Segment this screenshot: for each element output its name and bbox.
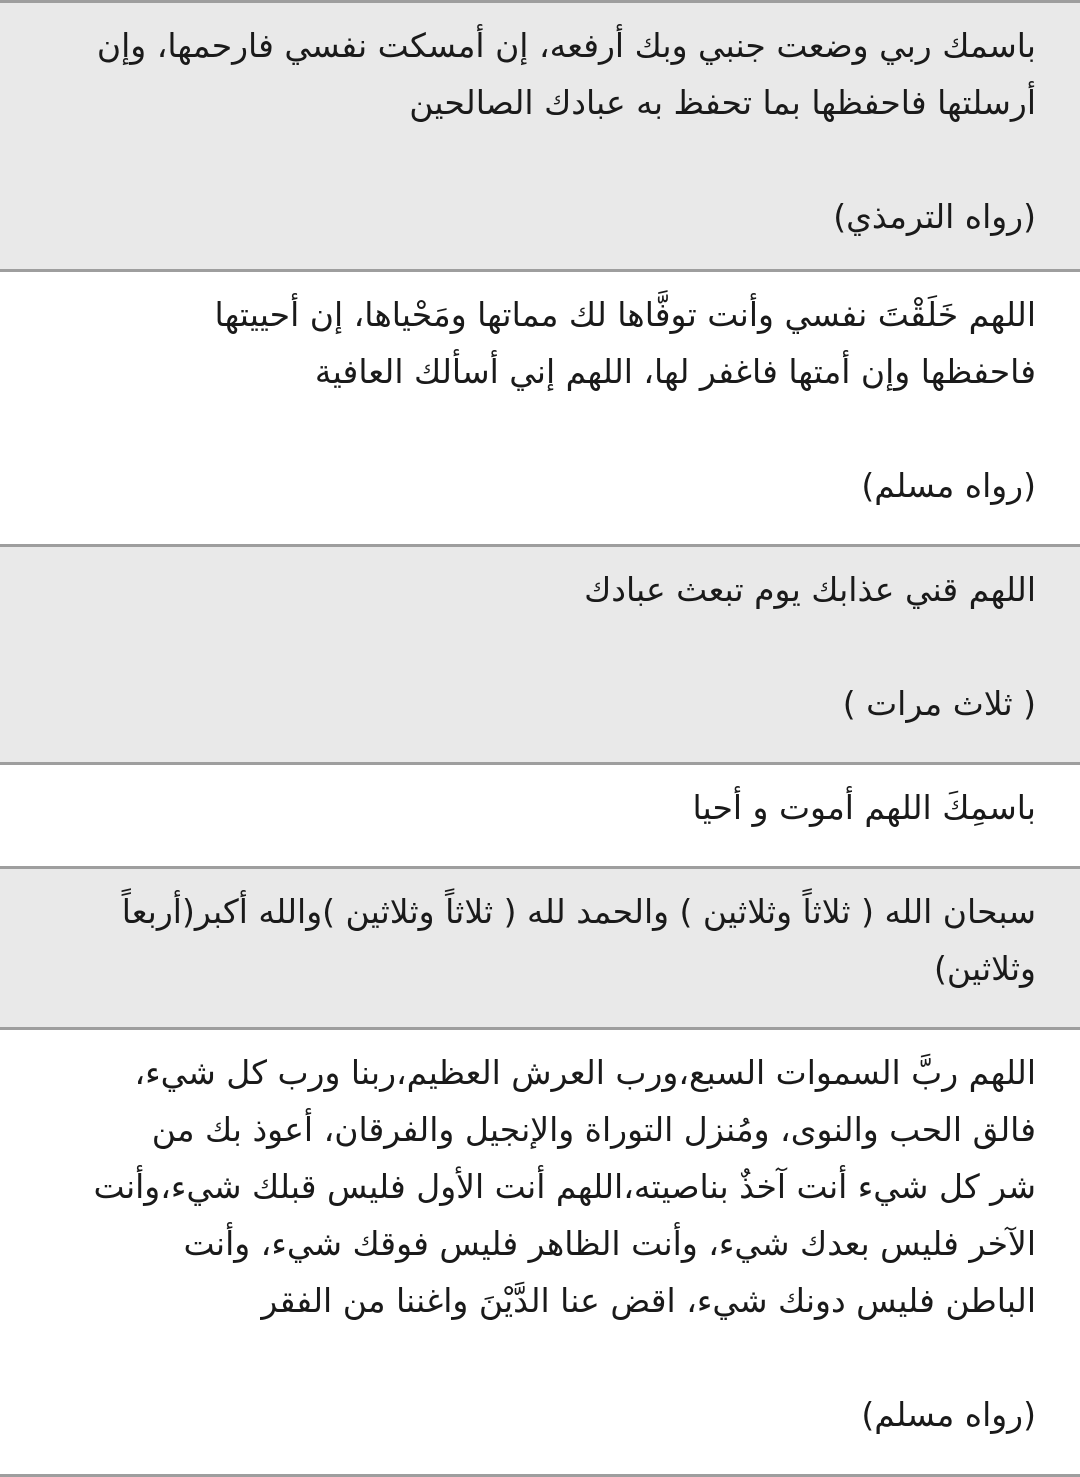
- dhikr-text: اللهم خَلَقْتَ نفسي وأنت توفَّاها لك مماتها ومَحْياها، إن أحييتها فاحفظها وإن أمتها فاغفر لها، اللهم إني أسألك العافية: [214, 295, 1036, 391]
- dhikr-text: باسمِكَ اللهم أموت و أحيا: [692, 788, 1036, 827]
- spacer: [40, 400, 1036, 457]
- spacer: [40, 618, 1036, 675]
- dhikr-text: اللهم قني عذابك يوم تبعث عبادك: [584, 570, 1036, 609]
- dhikr-text: باسمك ربي وضعت جنبي وبك أرفعه، إن أمسكت نفسي فارحمها، وإن أرسلتها فاحفظها بما تحفظ به عبادك الصالحين: [96, 26, 1036, 122]
- dhikr-text: سبحان الله ( ثلاثاً وثلاثين ) والحمد لله ( ثلاثاً وثلاثين )والله أكبر(أربعاً وثلاثين): [121, 892, 1036, 988]
- dhikr-item[interactable]: [0, 765, 1080, 869]
- dhikr-item[interactable]: [0, 547, 1080, 765]
- dhikr-text: اللهم ربَّ السموات السبع،ورب العرش العظيم،ربنا ورب كل شيء، فالق الحب والنوى، ومُنزل التوراة والإنجيل والفرقان، أعوذ بك من شر كل شيء أنت آخذٌ بناصيته،اللهم أنت الأول فليس قبلك شيء،وأنت الآخر فليس بعدك شيء، وأنت الظاهر فليس فوقك شيء، وأنت الباطن فليس دونك شيء، اقض عنا الدَّيْنَ واغننا من الفقر: [93, 1053, 1036, 1320]
- dhikr-source: (رواه الترمذي): [833, 197, 1036, 236]
- dhikr-source: (رواه مسلم): [861, 466, 1036, 505]
- dhikr-item[interactable]: [0, 869, 1080, 1030]
- dhikr-item[interactable]: [0, 1030, 1080, 1477]
- dhikr-repeat-count: ( ثلاث مرات ): [842, 684, 1036, 723]
- spacer: [40, 1329, 1036, 1386]
- dhikr-item[interactable]: [0, 272, 1080, 547]
- dhikr-item[interactable]: [0, 0, 1080, 272]
- spacer: [40, 131, 1036, 188]
- dhikr-source: (رواه مسلم): [861, 1395, 1036, 1434]
